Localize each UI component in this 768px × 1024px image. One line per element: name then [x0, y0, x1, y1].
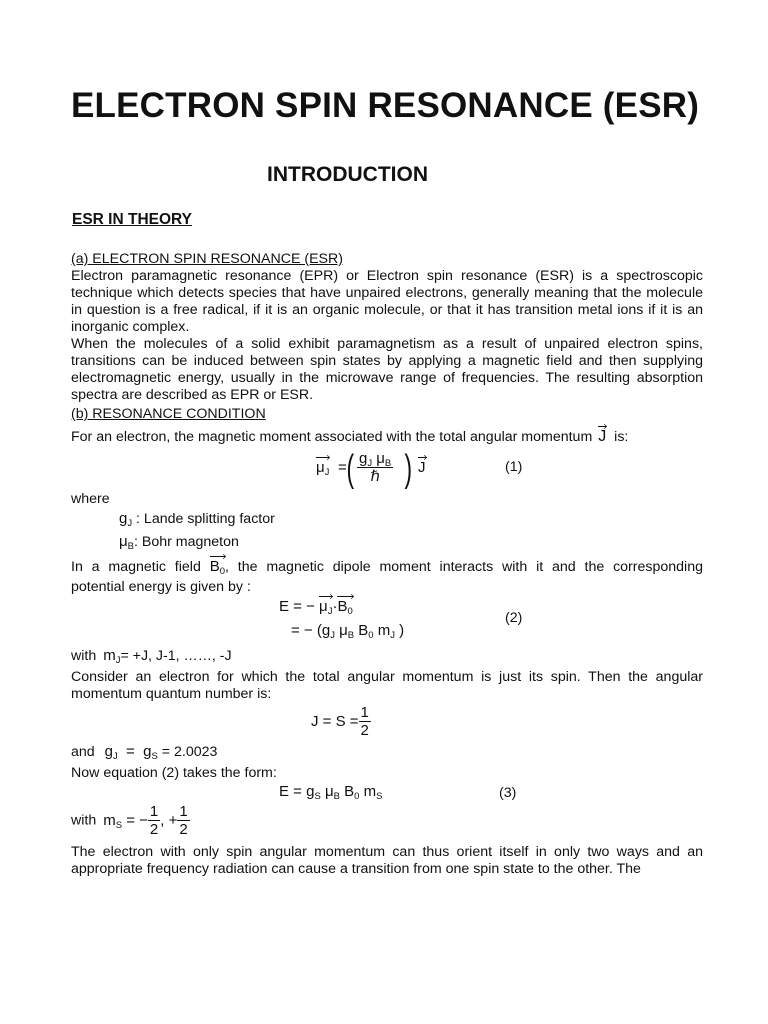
g-value-line: and $g_J = g_S = 2.0023$	[71, 743, 218, 762]
equation-2-line-2: = − ($g_J$ $\mu_B$ $B_0$ $m_J$ )	[291, 622, 405, 641]
section-heading-introduction: INTRODUCTION	[267, 163, 428, 186]
mj-values-text: = +J, J-1, ……, -J	[120, 648, 232, 664]
paragraph-epr-definition: Electron paramagnetic resonance (EPR) or Electron spin resonance (ESR) is a spectroscopic technique which detects species that have unpaired electrons, generally meaning that the molecule in question is a free radical, if it is an organic molecule, or that it has transition metal ions if it is an inorganic complex.	[71, 268, 703, 336]
and-label: and	[71, 744, 95, 760]
field-post-text: , the magnetic dipole moment interacts with it and the corresponding	[225, 559, 703, 575]
paragraph-magnetic-field	[71, 558, 703, 575]
paragraph-magnetic-moment-intro	[71, 428, 703, 446]
subsection-heading-esr-in-theory: ESR IN THEORY	[72, 211, 192, 228]
intro-text: For an electron, the magnetic moment associated with the total angular momentum	[71, 429, 593, 445]
equation-2-number: (2)	[505, 610, 523, 626]
ms-values-line: with $m_S$ = − $\frac{1}{2}$ , + $\frac{1}{2}$	[71, 803, 188, 838]
field-pre-text: In a magnetic field	[71, 559, 201, 575]
vector-B0: $B_0$	[209, 558, 225, 577]
definition-mub-text: : Bohr magneton	[134, 534, 239, 550]
now-equation-text: Now equation (2) takes the form:	[71, 765, 277, 781]
equation-3: $E = g_S$ $\mu_B$ $B_0$ $m_S$	[279, 783, 383, 802]
equation-2-line-1: E = − $\mu_J\cdot B_0$	[279, 598, 353, 617]
equation-j-equals-s: J = S = $\frac{1}{2}$	[311, 704, 369, 739]
heading-a-esr: (a) ELECTRON SPIN RESONANCE (ESR)	[71, 251, 343, 267]
potential-energy-text: potential energy is given by :	[71, 579, 251, 595]
equation-1-number: (1)	[505, 459, 523, 475]
paragraph-consider-spin: Consider an electron for which the total angular momentum is just its spin. Then the angular momentum quantum number is:	[71, 669, 703, 703]
document-title: ELECTRON SPIN RESONANCE (ESR)	[71, 86, 700, 125]
g-value-text: = 2.0023	[161, 744, 218, 760]
with-ms-label: with	[71, 812, 97, 829]
paragraph-closing: The electron with only spin angular momentum can thus orient itself in only two ways and an appropriate frequency radiation can cause a transition from one spin state to the other. The	[71, 844, 703, 878]
where-label: where	[71, 491, 110, 507]
vector-J: J	[598, 428, 607, 445]
heading-b-resonance-condition: (b) RESONANCE CONDITION	[71, 406, 266, 422]
paragraph-paramagnetism: When the molecules of a solid exhibit paramagnetism as a result of unpaired electron spins, transitions can be induced between spin states by applying a magnetic field and then supplying electromagnetic energy, usually in the microwave range of frequencies. The resulting absorption spectra are described as EPR or ESR.	[71, 336, 703, 404]
document-page: ELECTRON SPIN RESONANCE (ESR) INTRODUCTION ESR IN THEORY (a) ELECTRON SPIN RESONANCE (ESR) Electron paramagnetic resonance (EPR) or Electron spin resonance (ESR) is a spectroscopic technique which detects species that have unpaired electrons, generally meaning that the molecule in question is a free radical, if it is an organic molecule, or that it has transition metal ions if it is an inorganic complex. When the molecules of a solid exhibit paramagnetism as a result of unpaired electron spins, transitions can be induced between spin states by applying a magnetic field and then supplying electromagnetic energy, usually in the microwave range of frequencies. The resulting absorption spectra are described as EPR or ESR. (b) RESONANCE CONDITION For an electron, the magnetic moment associated with the total angular momentum J is: $\mu_J$ = ( $\frac{g_J \mu_B}{\text{ℏ}}$ ) J (1) where $g_J$ : Lande splitting factor $\mu_B$: Bohr magneton In a magnetic field $B_0$, the magnetic dipole moment interacts with it and the corresponding potential energy is given by : E = − $\mu_J\cdot B_0$ = − ($g_J$ $\mu_B$ $B_0$ $m_J$ ) (2) with $m_J= +J$, J-1, ……, -J Consider an electron for which the total angular momentum is just its spin. Then the angular momentum quantum number is: J = S = $\frac{1}{2}$ and $g_J = g_S = 2.0023$ Now equation (2) takes the form: $E = g_S$ $\mu_B$ $B_0$ $m_S$ (3) with $m_S$ = − $\frac{1}{2}$ , + $\frac{1}{2}$ The electron with only spin angular momentum can thus orient itself in only two ways and an appropriate frequency radiation can cause a transition from one spin state to the other. The	[71, 86, 703, 878]
mj-values-line: with $m_J= +J$, J-1, ……, -J	[71, 647, 232, 666]
equation-3-number: (3)	[499, 785, 517, 801]
with-mj-label: with	[71, 648, 97, 664]
definition-gj-text: : Lande splitting factor	[136, 511, 275, 527]
intro-is-text: is:	[614, 429, 629, 445]
definition-gj: $g_J$ : Lande splitting factor	[119, 510, 275, 529]
definition-mub: $\mu_B$: Bohr magneton	[119, 533, 239, 552]
